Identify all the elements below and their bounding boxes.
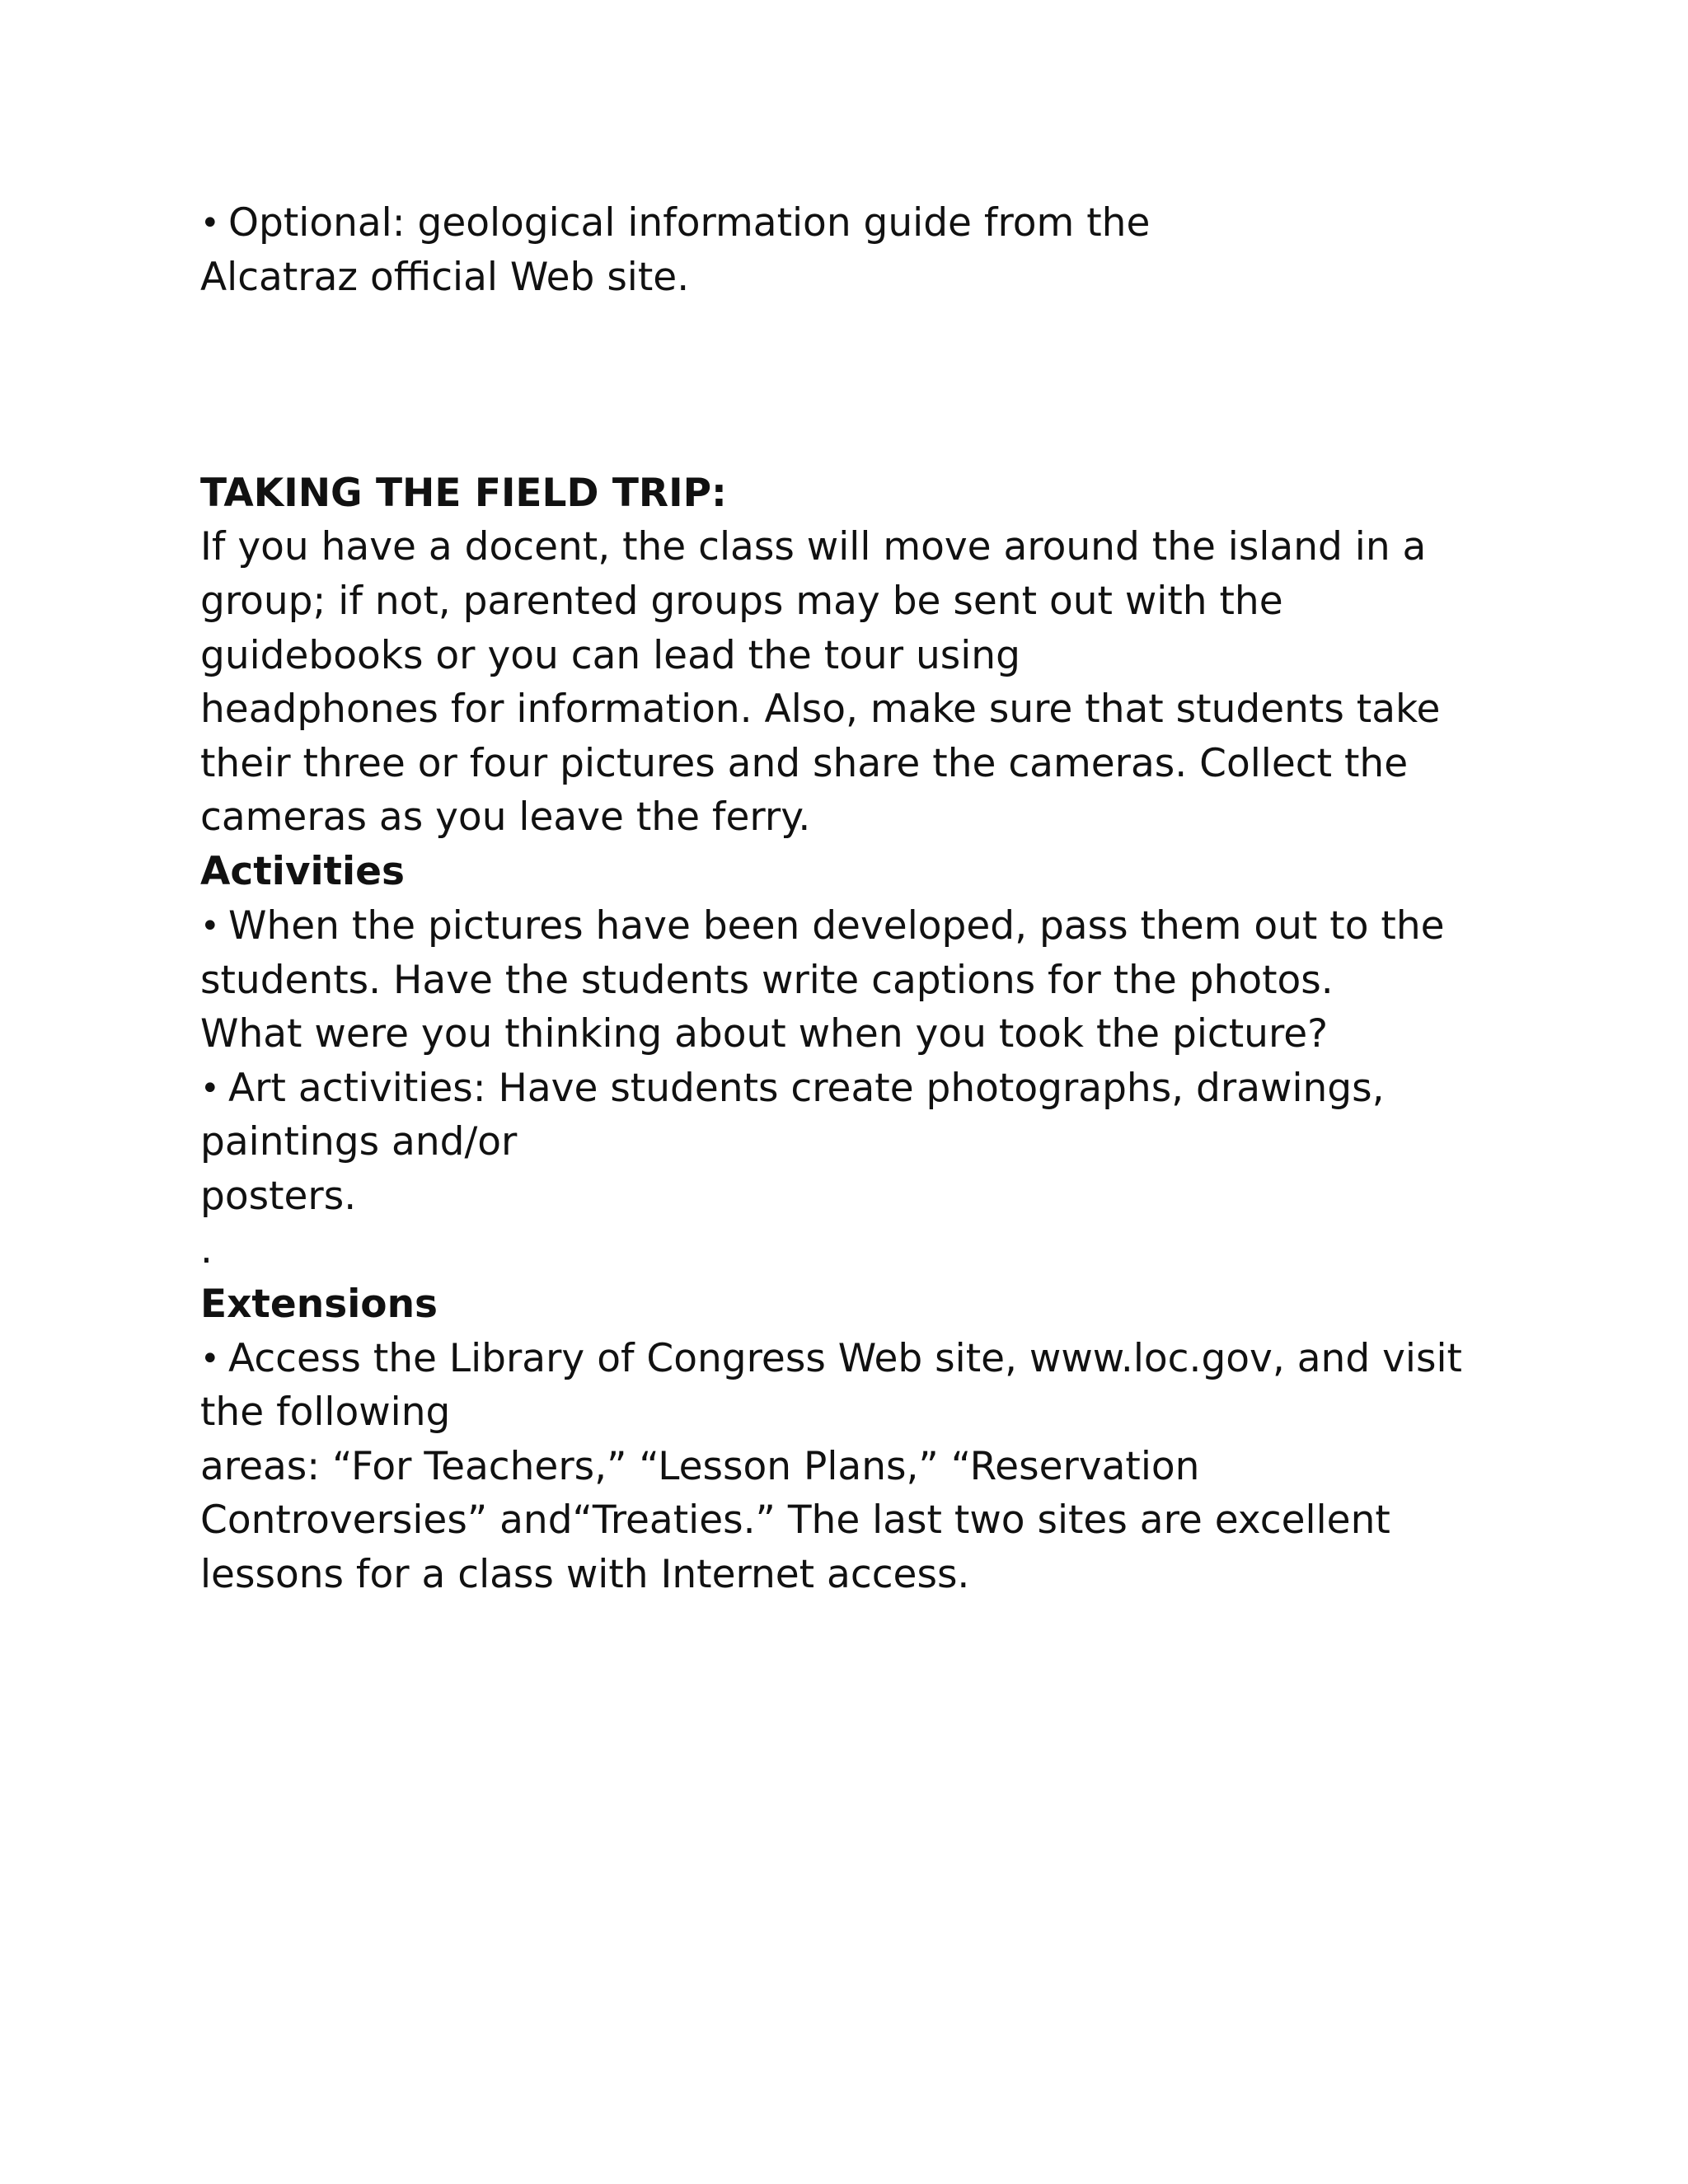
bullet-icon: • [200,1340,220,1378]
activities-item-1-line: What were you thinking about when you took the picture? [200,1011,1329,1057]
activities-item-2-line: paintings and/or [200,1119,518,1165]
extensions-item-1-line: the following [200,1390,451,1435]
field-trip-heading: TAKING THE FIELD TRIP: [200,471,727,516]
field-trip-paragraph-line: If you have a docent, the class will move around the island in a [200,524,1427,569]
bullet-icon: • [200,1070,220,1108]
extensions-item-1-line: lessons for a class with Internet access. [200,1552,970,1597]
field-trip-paragraph-line: their three or four pictures and share the cameras. Collect the [200,741,1409,786]
extensions-bullet-item [200,1332,1462,1386]
field-trip-paragraph-line: group; if not, parented groups may be sent out with the [200,579,1283,624]
stray-period: . [200,1227,213,1272]
activities-heading: Activities [200,849,405,894]
field-trip-paragraph-line: cameras as you leave the ferry. [200,794,811,840]
field-trip-paragraph-line: headphones for information. Also, make sure that students take [200,687,1441,732]
activities-bullet-item [200,1062,1385,1116]
activities-item-2-line: posters. [200,1174,357,1219]
extensions-item-1-line: Access the Library of Congress Web site, www.loc.gov, and visit [228,1336,1462,1381]
activities-item-1-line: When the pictures have been developed, pass them out to the [228,903,1445,949]
extensions-heading: Extensions [200,1282,438,1327]
optional-bullet-item [200,196,1150,251]
optional-line-2: Alcatraz official Web site. [200,255,690,300]
activities-item-1-line: students. Have the students write captions for the photos. [200,958,1334,1003]
extensions-item-1-line: Controversies” and“Treaties.” The last two sites are excellent [200,1497,1390,1543]
activities-bullet-item [200,899,1445,954]
extensions-item-1-line: areas: “For Teachers,” “Lesson Plans,” “Reservation [200,1444,1200,1489]
bullet-icon: • [200,204,220,242]
bullet-icon: • [200,907,220,945]
activities-item-2-line: Art activities: Have students create photographs, drawings, [228,1066,1385,1111]
field-trip-paragraph-line: guidebooks or you can lead the tour using [200,633,1020,678]
optional-line-1: Optional: geological information guide from the [228,200,1151,246]
